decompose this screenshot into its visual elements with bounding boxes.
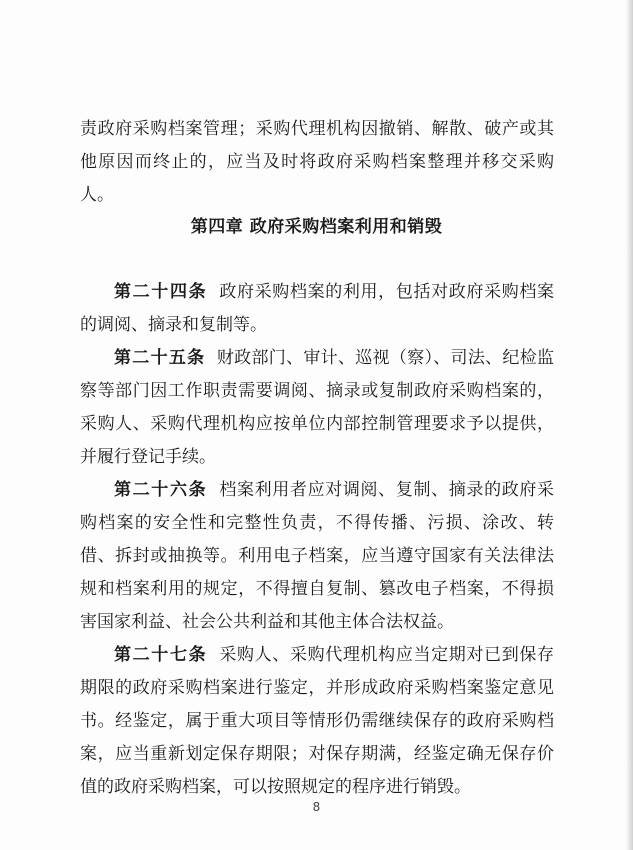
continuation-paragraph: 责政府采购档案管理；采购代理机构因撤销、解散、破产或其他原因而终止的，应当及时将政府采购档案整理并移交采购人。 [80, 119, 554, 205]
article-number: 第二十七条 [114, 645, 208, 665]
article-27 [80, 639, 554, 804]
continuation-block [80, 113, 554, 212]
article-25 [80, 342, 554, 474]
article-number: 第二十四条 [114, 282, 208, 302]
page-number: 8 [312, 800, 321, 814]
article-number: 第二十五条 [114, 348, 206, 368]
chapter-heading: 第四章 政府采购档案利用和销毁 [190, 217, 443, 237]
article-number: 第二十六条 [114, 480, 208, 500]
article-24 [80, 276, 554, 342]
scan-edge-shadow [626, 0, 633, 850]
article-text: 档案利用者应对调阅、复制、摘录的政府采购档案的安全性和完整性负责，不得传播、污损、涂改、转借、拆封或抽换等。利用电子档案，应当遵守国家有关法律法规和档案利用的规定，不得擅自复制、篡改电子档案，不得损害国家利益、社会公共利益和其他主体合法权益。 [80, 480, 555, 632]
article-text: 采购人、采购代理机构应当定期对已到保存期限的政府采购档案进行鉴定，并形成政府采购档案鉴定意见书。经鉴定，属于重大项目等情形仍需继续保存的政府采购档案，应当重新划定保存期限；对保存期满，经鉴定确无保存价值的政府采购档案，可以按照规定的程序进行销毁。 [80, 645, 555, 797]
article-26 [80, 474, 554, 639]
article-text: 财政部门、审计、巡视（察）、司法、纪检监察等部门因工作职责需要调阅、摘录或复制政府采购档案的，采购人、采购代理机构应按单位内部控制管理要求予以提供，并履行登记手续。 [80, 348, 555, 467]
articles-block [80, 276, 554, 804]
article-text: 政府采购档案的利用，包括对政府采购档案的调阅、摘录和复制等。 [80, 282, 555, 335]
